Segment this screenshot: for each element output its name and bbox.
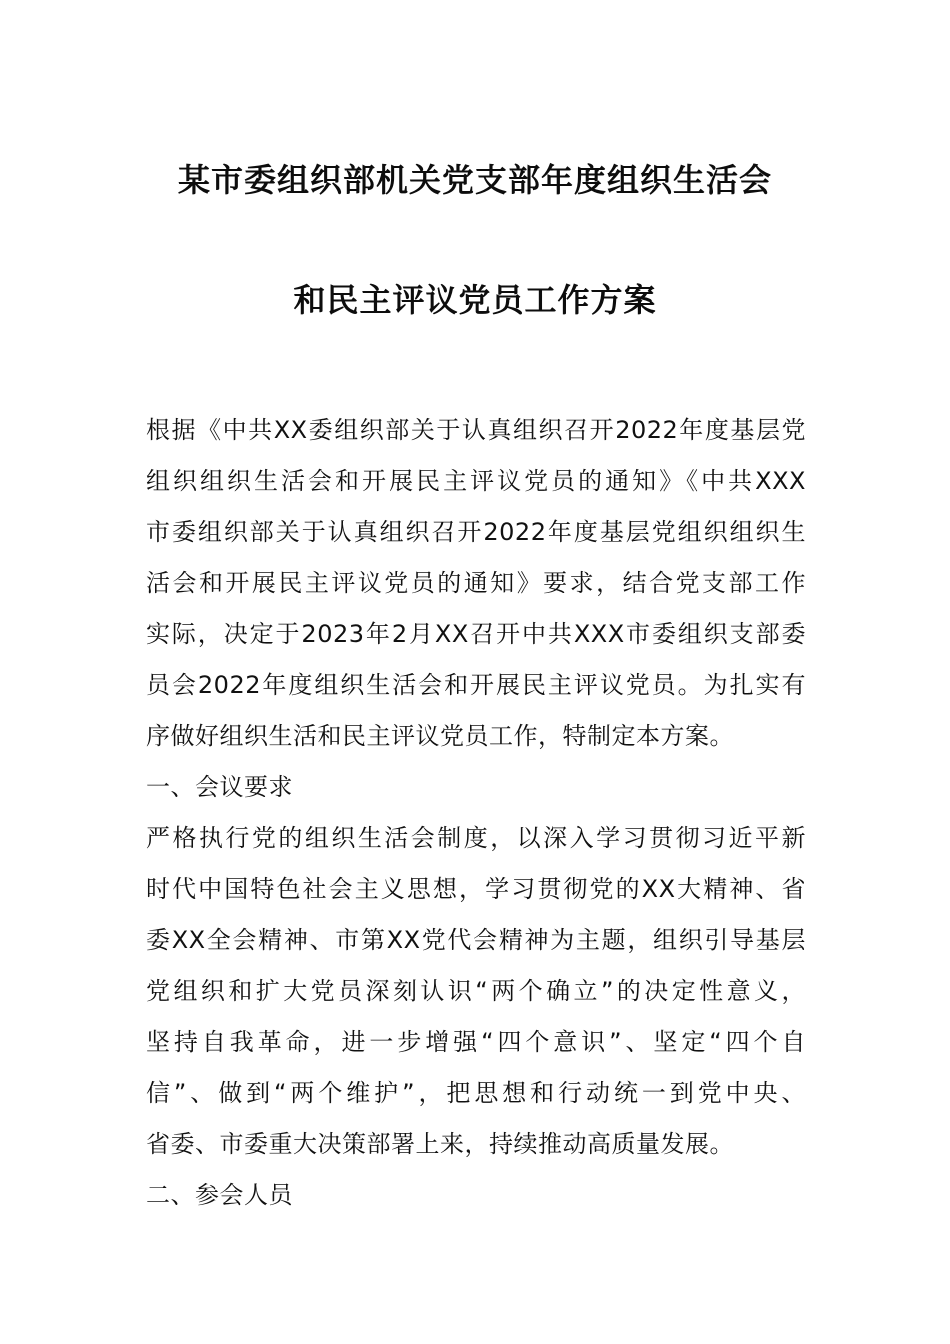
body-line: 坚持自我革命，进一步增强“四个意识”、坚定“四个自 xyxy=(146,1028,806,1056)
body-line: 市委组织部关于认真组织召开2022年度基层党组织组织生 xyxy=(146,518,806,546)
section-heading: 二、参会人员 xyxy=(146,1181,293,1209)
body-line: 员会2022年度组织生活会和开展民主评议党员。为扎实有 xyxy=(146,671,806,699)
body-line: 活会和开展民主评议党员的通知》要求，结合党支部工作 xyxy=(146,569,806,597)
body-line: 委XX全会精神、市第XX党代会精神为主题，组织引导基层 xyxy=(146,926,806,954)
body-line: 严格执行党的组织生活会制度，以深入学习贯彻习近平新 xyxy=(146,824,806,852)
body-line: 根据《中共XX委组织部关于认真组织召开2022年度基层党 xyxy=(146,416,806,444)
body-line: 省委、市委重大决策部署上来，持续推动高质量发展。 xyxy=(146,1130,734,1158)
document-title-line-2: 和民主评议党员工作方案 xyxy=(293,281,657,319)
body-line: 信”、做到“两个维护”，把思想和行动统一到党中央、 xyxy=(146,1079,806,1107)
body-line: 时代中国特色社会主义思想，学习贯彻党的XX大精神、省 xyxy=(146,875,806,903)
body-line: 实际，决定于2023年2月XX召开中共XXX市委组织支部委 xyxy=(146,620,806,648)
section-heading: 一、会议要求 xyxy=(146,773,293,801)
document-title-line-1: 某市委组织部机关党支部年度组织生活会 xyxy=(177,161,772,199)
document-body xyxy=(146,410,806,1226)
body-line: 序做好组织生活和民主评议党员工作，特制定本方案。 xyxy=(146,722,734,750)
body-line: 党组织和扩大党员深刻认识“两个确立”的决定性意义， xyxy=(146,977,806,1005)
body-line: 组织组织生活会和开展民主评议党员的通知》《中共XXX xyxy=(146,467,806,495)
